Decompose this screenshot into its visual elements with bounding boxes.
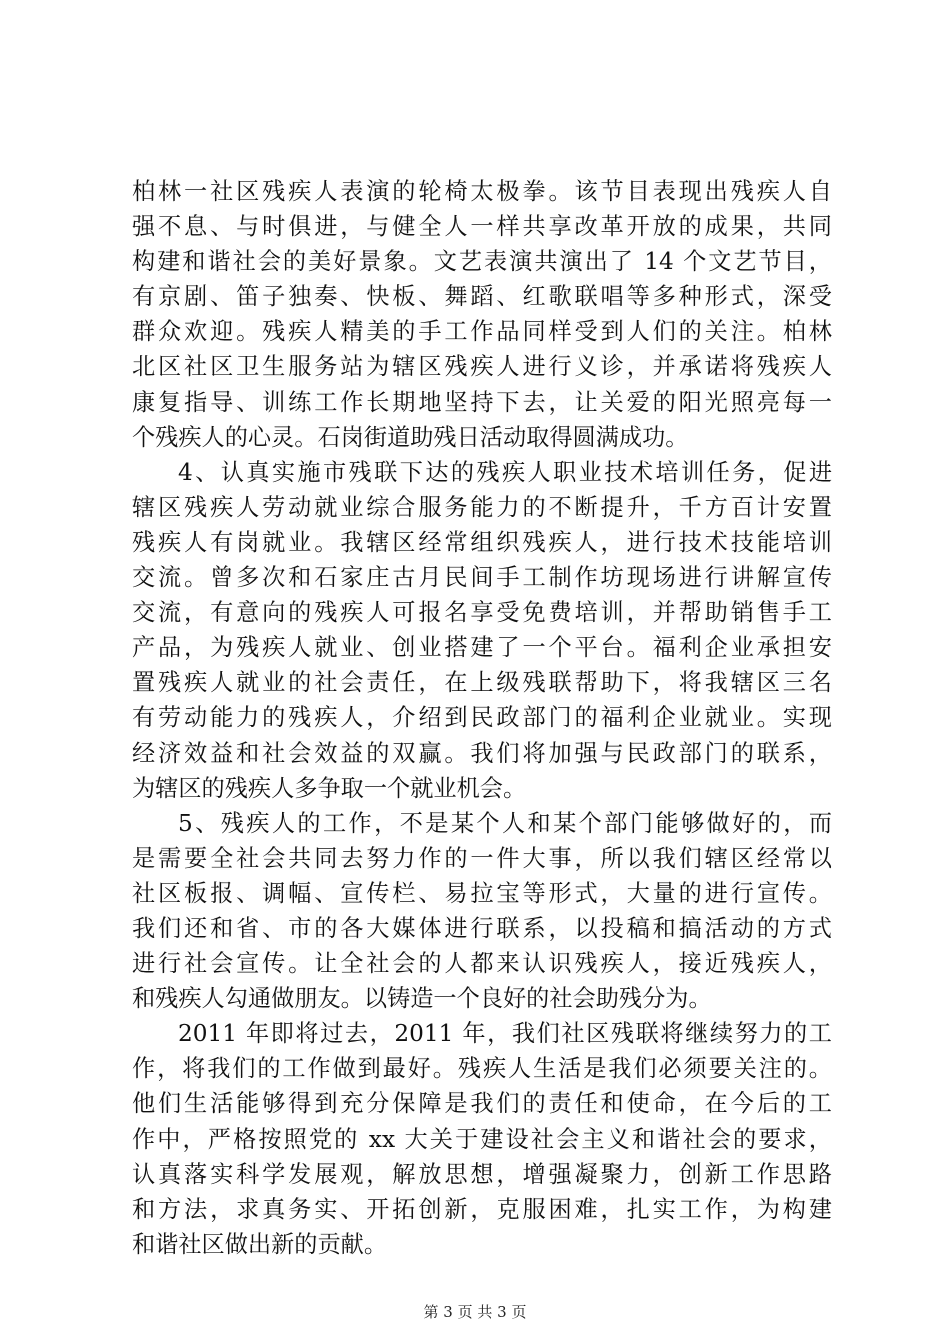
text-line: 是需要全社会共同去努力作的一件大事，所以我们辖区经常以 [132,844,832,872]
paragraph-item-4 [132,455,832,806]
text-line: 经济效益和社会效益的双赢。我们将加强与民政部门的联系， [132,739,832,767]
paragraph-item-5 [132,806,832,1017]
text-line: 进行社会宣传。让全社会的人都来认识残疾人，接近残疾人， [132,950,832,978]
text-line: 强不息、与时俱进，与健全人一样共享改革开放的成果，共同 [132,213,832,241]
text-line: 5、残疾人的工作，不是某个人和某个部门能够做好的，而 [178,809,832,837]
page-footer [0,1302,950,1322]
text-line: 作中，严格按照党的 xx 大关于建设社会主义和谐社会的要求， [132,1125,832,1153]
text-line: 我们还和省、市的各大媒体进行联系，以投稿和搞活动的方式 [132,914,832,942]
text-line: 构建和谐社会的美好景象。文艺表演共演出了 14 个文艺节目， [132,248,832,276]
text-line: 辖区残疾人劳动就业综合服务能力的不断提升，千方百计安置 [132,493,832,521]
text-line: 柏林一社区残疾人表演的轮椅太极拳。该节目表现出残疾人自 [132,178,832,205]
text-line: 2011 年即将过去，2011 年，我们社区残联将继续努力的工 [178,1020,832,1048]
text-line: 和谐社区做出新的贡献。 [132,1230,388,1258]
text-line: 产品，为残疾人就业、创业搭建了一个平台。福利企业承担安 [132,634,832,662]
text-line: 作，将我们的工作做到最好。残疾人生活是我们必须要关注的。 [132,1055,832,1083]
text-line: 个残疾人的心灵。石岗街道助残日活动取得圆满成功。 [132,423,689,451]
text-line: 他们生活能够得到充分保障是我们的责任和使命，在今后的工 [132,1090,832,1118]
text-line: 有劳动能力的残疾人，介绍到民政部门的福利企业就业。实现 [132,704,832,732]
text-line: 康复指导、训练工作长期地坚持下去，让关爱的阳光照亮每一 [132,388,832,416]
text-line: 群众欢迎。残疾人精美的手工作品同样受到人们的关注。柏林 [132,318,832,346]
paragraph-conclusion [132,1016,832,1262]
text-line: 交流。曾多次和石家庄古月民间手工制作坊现场进行讲解宣传 [132,564,832,592]
text-line: 残疾人有岗就业。我辖区经常组织残疾人，进行技术技能培训 [132,528,832,556]
text-line: 4、认真实施市残联下达的残疾人职业技术培训任务，促进 [178,458,832,486]
page-number-label: 第 3 页 共 3 页 [423,1303,527,1321]
text-line: 有京剧、笛子独奏、快板、舞蹈、红歌联唱等多种形式，深受 [132,283,832,311]
text-line: 社区板报、调幅、宣传栏、易拉宝等形式，大量的进行宣传。 [132,879,832,907]
document-body [132,174,832,1262]
text-line: 和残疾人勾通做朋友。以铸造一个良好的社会助残分为。 [132,985,712,1013]
text-line: 和方法，求真务实、开拓创新，克服困难，扎实工作，为构建 [132,1195,832,1223]
text-line: 北区社区卫生服务站为辖区残疾人进行义诊，并承诺将残疾人 [132,353,832,381]
text-line: 置残疾人就业的社会责任，在上级残联帮助下，将我辖区三名 [132,669,832,697]
text-line: 认真落实科学发展观，解放思想，增强凝聚力，创新工作思路 [132,1160,832,1188]
text-line: 交流，有意向的残疾人可报名享受免费培训，并帮助销售手工 [132,599,832,627]
text-line: 为辖区的残疾人多争取一个就业机会。 [132,774,527,802]
paragraph-continuation [132,174,832,455]
